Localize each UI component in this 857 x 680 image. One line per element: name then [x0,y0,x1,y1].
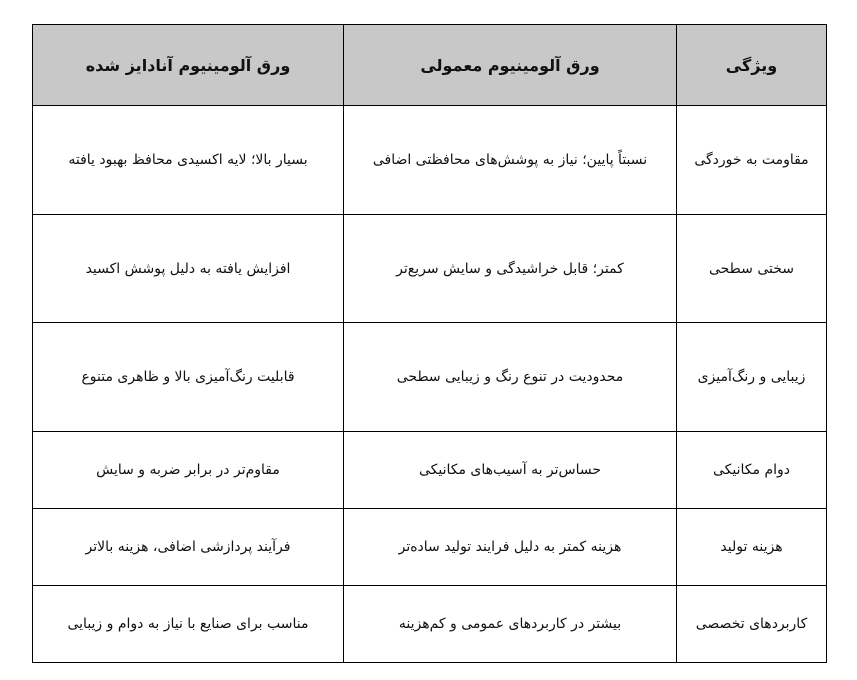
header-regular-aluminum: ورق آلومینیوم معمولی [344,25,677,106]
table-row [33,586,827,663]
table-row [33,432,827,509]
table-row [33,215,827,323]
cell-regular: نسبتاً پایین؛ نیاز به پوشش‌های محافظتی اضافی [344,106,677,215]
cell-feature: کاربردهای تخصصی [677,586,827,663]
comparison-table [32,24,827,663]
cell-regular: حساس‌تر به آسیب‌های مکانیکی [344,432,677,509]
cell-anodized: افزایش یافته به دلیل پوشش اکسید [33,215,344,323]
cell-anodized: بسیار بالا؛ لایه اکسیدی محافظ بهبود یافته [33,106,344,215]
cell-feature: زیبایی و رنگ‌آمیزی [677,323,827,432]
cell-feature: دوام مکانیکی [677,432,827,509]
header-feature: ویژگی [677,25,827,106]
cell-feature: مقاومت به خوردگی [677,106,827,215]
cell-regular: محدودیت در تنوع رنگ و زیبایی سطحی [344,323,677,432]
cell-anodized: مناسب برای صنایع با نیاز به دوام و زیبایی [33,586,344,663]
cell-regular: کمتر؛ قابل خراشیدگی و سایش سریع‌تر [344,215,677,323]
table-row [33,106,827,215]
cell-anodized: مقاوم‌تر در برابر ضربه و سایش [33,432,344,509]
table-row [33,323,827,432]
table-header-row [33,25,827,106]
cell-regular: بیشتر در کاربردهای عمومی و کم‌هزینه [344,586,677,663]
cell-anodized: فرآیند پردازشی اضافی، هزینه بالاتر [33,509,344,586]
header-anodized-aluminum: ورق آلومینیوم آنادایز شده [33,25,344,106]
cell-feature: سختی سطحی [677,215,827,323]
cell-anodized: قابلیت رنگ‌آمیزی بالا و ظاهری متنوع [33,323,344,432]
cell-feature: هزینه تولید [677,509,827,586]
cell-regular: هزینه کمتر به دلیل فرایند تولید ساده‌تر [344,509,677,586]
table-row [33,509,827,586]
